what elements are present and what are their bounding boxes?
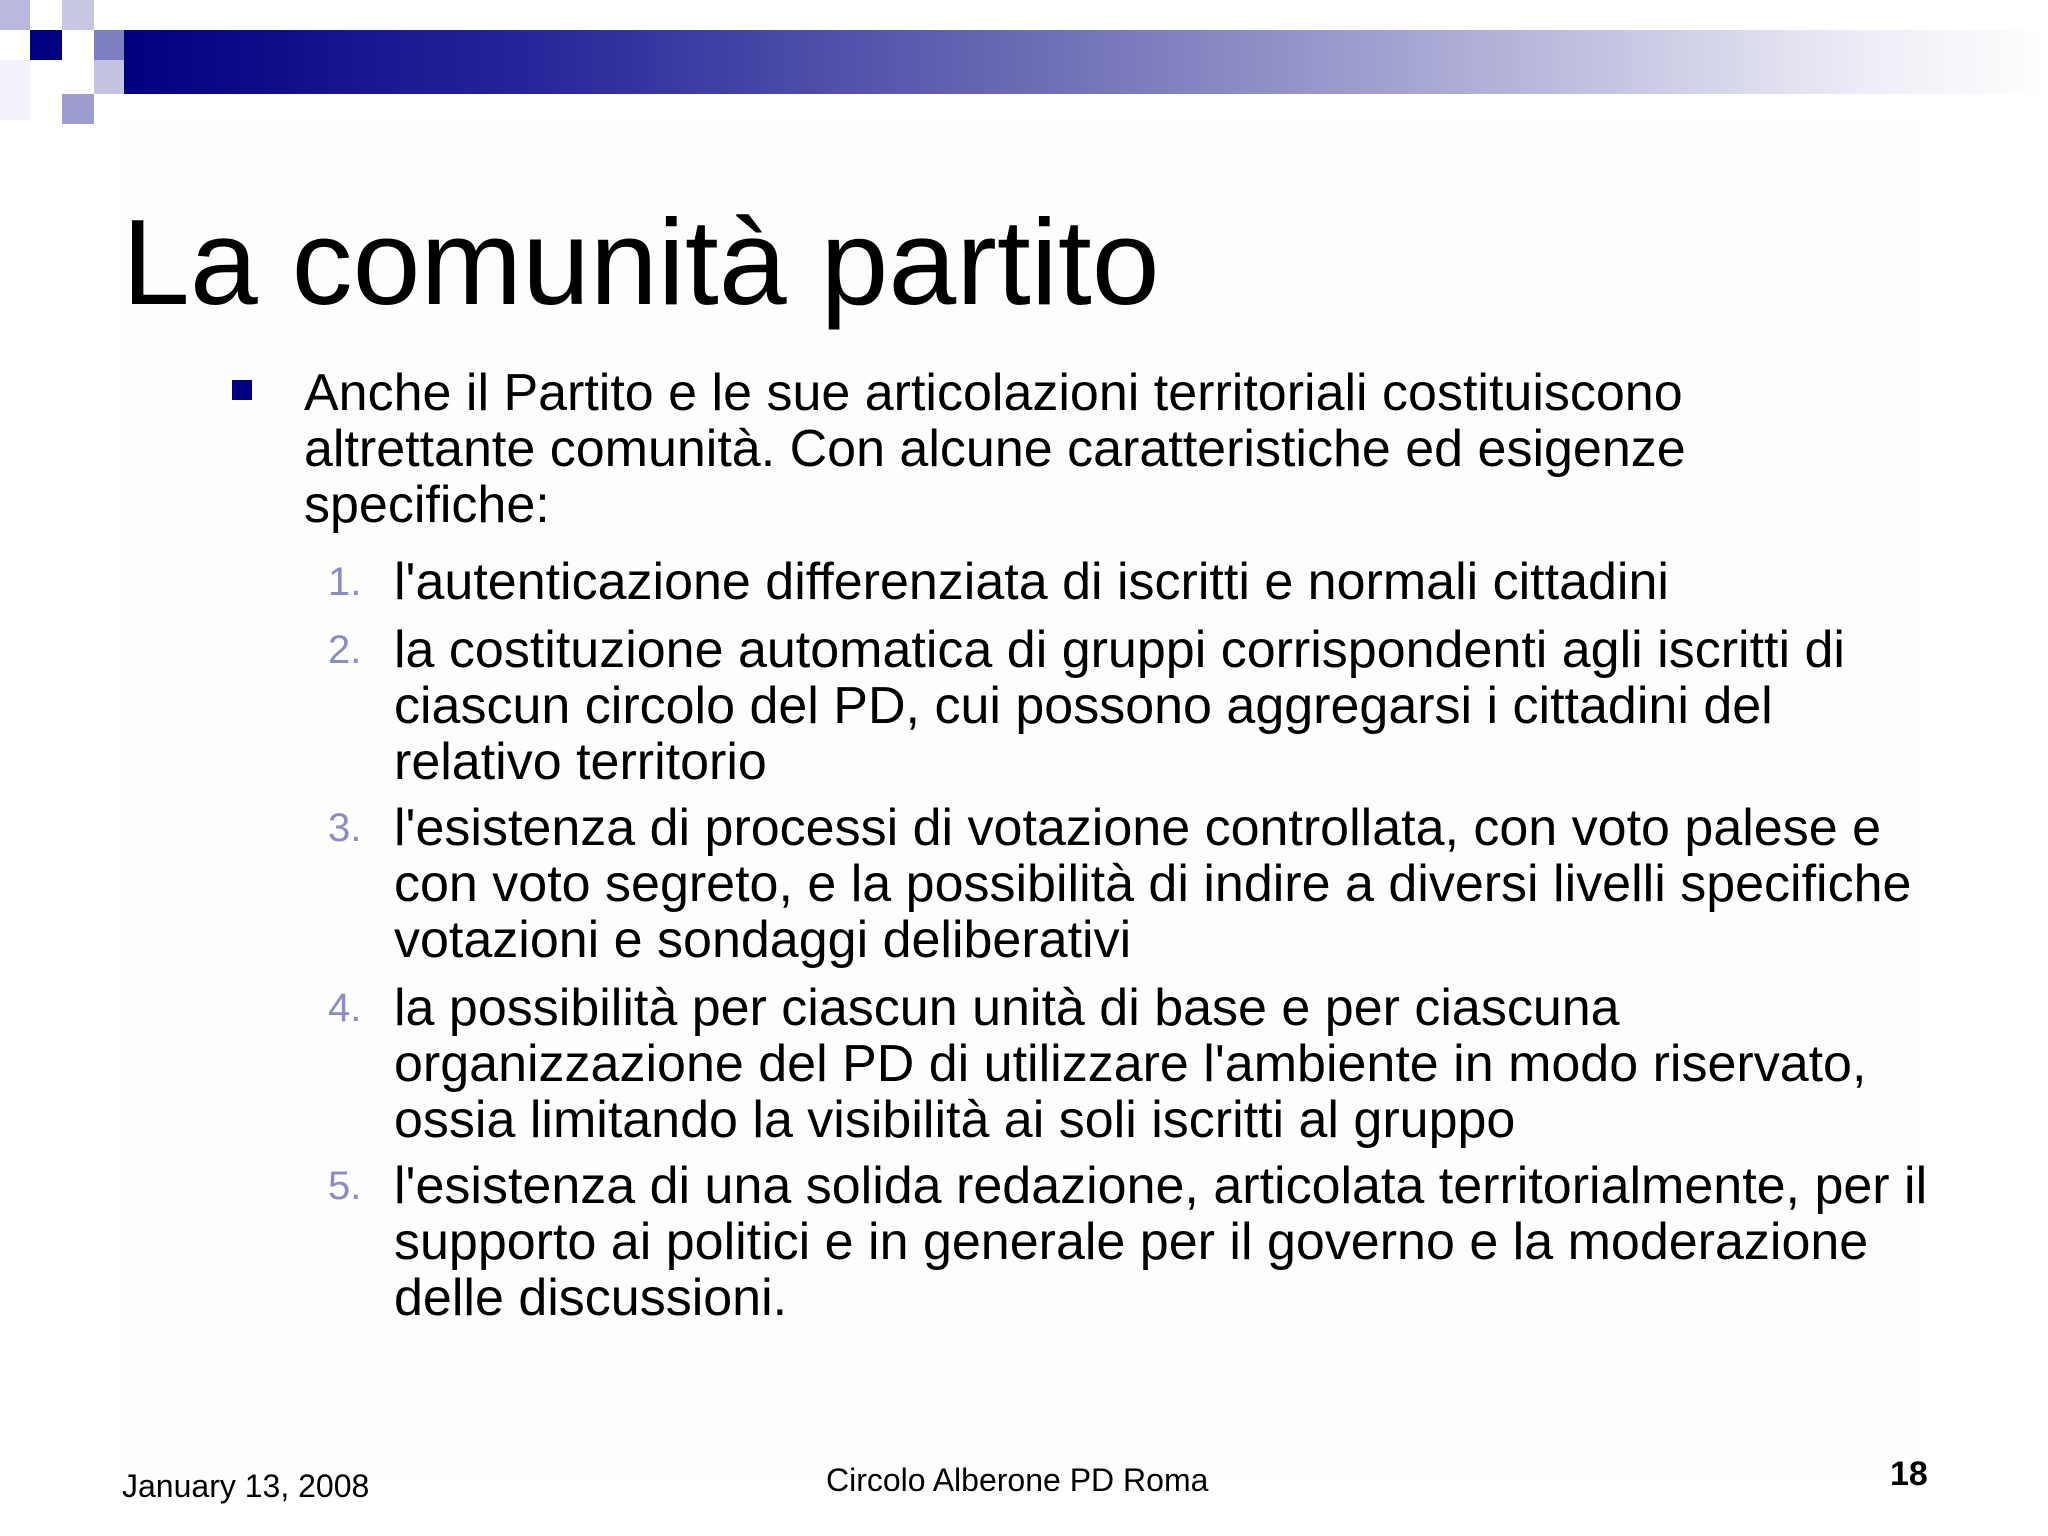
footer-date: January 13, 2008 bbox=[122, 1468, 370, 1504]
header-decoration-square bbox=[94, 60, 124, 94]
header-gradient-bar bbox=[120, 30, 2048, 94]
header-decoration-square bbox=[62, 0, 94, 30]
header-decoration-square bbox=[62, 94, 94, 124]
list-item-number: 1. bbox=[328, 560, 362, 604]
header-decoration-square bbox=[0, 60, 30, 120]
list-item-text: la costituzione automatica di gruppi corrispondenti agli iscritti di ciascun circolo del PD, cui possono aggregarsi i cittadini del relativo territorio bbox=[394, 621, 1845, 791]
list-item-number: 2. bbox=[328, 628, 362, 672]
list-item-number: 5. bbox=[328, 1164, 362, 1208]
header-decoration-square bbox=[30, 30, 62, 60]
list-item-text: l'esistenza di una solida redazione, articolata territorialmente, per il supporto ai politici e in generale per il governo e la moderazione delle discussioni. bbox=[394, 1157, 1928, 1327]
list-item-text: l'esistenza di processi di votazione controllata, con voto palese e con voto segreto, e la possibilità di indire a diversi livelli specifiche votazioni e sondaggi deliberativi bbox=[394, 799, 1912, 969]
list-item-number: 4. bbox=[328, 986, 362, 1030]
footer-title: Circolo Alberone PD Roma bbox=[826, 1462, 1209, 1498]
bullet-text: Anche il Partito e le sue articolazioni territoriali costituiscono altrettante comunità. Con alcune caratteristiche ed esigenze specifiche: bbox=[304, 364, 1686, 534]
list-item-text: l'autenticazione differenziata di iscritti e normali cittadini bbox=[394, 553, 1669, 611]
header-decoration-square bbox=[0, 0, 30, 30]
header-decoration-square bbox=[94, 30, 124, 60]
list-item-text: la possibilità per ciascun unità di base e per ciascuna organizzazione del PD di utilizzare l'ambiente in modo riservato, ossia limitando la visibilità ai soli iscritti al gruppo bbox=[394, 979, 1867, 1149]
slide-title: La comunità partito bbox=[122, 194, 1160, 330]
list-item-number: 3. bbox=[328, 806, 362, 850]
square-bullet-icon bbox=[232, 380, 252, 400]
page-number: 18 bbox=[1890, 1455, 1928, 1493]
